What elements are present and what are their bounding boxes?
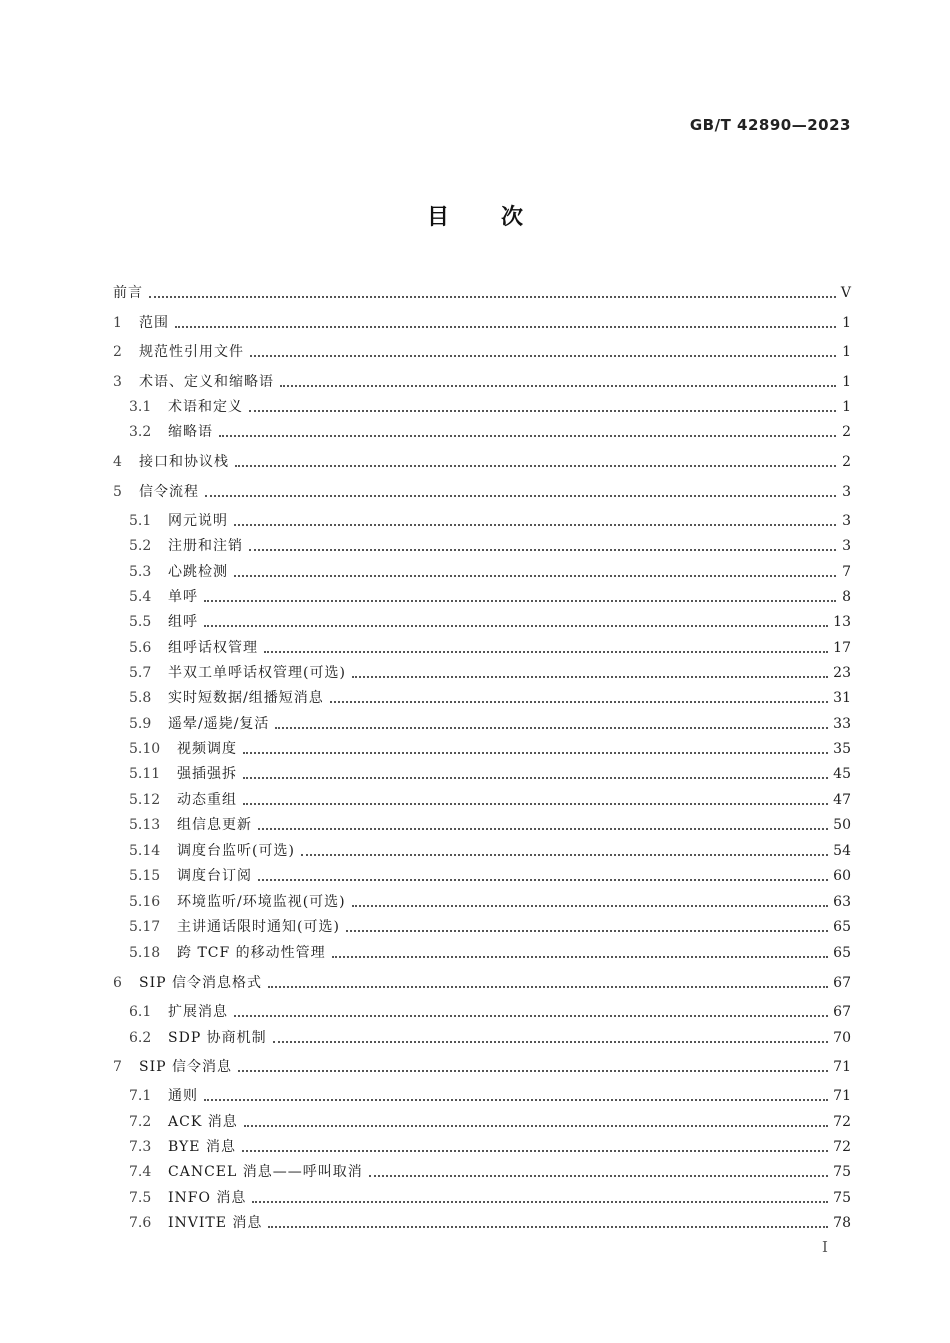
toc-entry-number: 5.18 bbox=[129, 945, 161, 961]
toc-dot-leader bbox=[204, 1098, 828, 1101]
toc-entry-title: 遥晕/遥毙/复活 bbox=[168, 716, 270, 732]
toc-entry-page: 65 bbox=[833, 919, 851, 935]
toc-entry[interactable] bbox=[129, 738, 851, 758]
toc-entry[interactable] bbox=[113, 371, 851, 391]
toc-entry-page: 2 bbox=[842, 454, 851, 470]
toc-dot-leader bbox=[243, 802, 828, 805]
toc-entry-page: 3 bbox=[842, 513, 851, 529]
toc-entry-title: 前言 bbox=[113, 285, 143, 301]
toc-entry-number: 5 bbox=[113, 484, 122, 500]
toc-entry-number: 5.4 bbox=[129, 589, 152, 605]
toc-entry-page: 72 bbox=[833, 1114, 851, 1130]
toc-dot-leader bbox=[234, 1014, 828, 1017]
toc-entry[interactable] bbox=[129, 814, 851, 834]
toc-entry[interactable] bbox=[129, 1136, 851, 1156]
toc-entry-title: 强插强拆 bbox=[177, 766, 237, 782]
toc-entry-number: 6.2 bbox=[129, 1030, 152, 1046]
toc-dot-leader bbox=[352, 675, 828, 678]
toc-entry-page: 7 bbox=[842, 564, 851, 580]
toc-entry[interactable] bbox=[113, 282, 851, 302]
toc-entry-title: 术语、定义和缩略语 bbox=[139, 374, 274, 390]
toc-entry[interactable] bbox=[129, 662, 851, 682]
toc-entry-page: 3 bbox=[842, 538, 851, 554]
toc-dot-leader bbox=[243, 776, 828, 779]
toc-entry-number: 5.6 bbox=[129, 640, 152, 656]
toc-entry-title: 扩展消息 bbox=[168, 1004, 228, 1020]
toc-entry-title: 调度台订阅 bbox=[177, 868, 252, 884]
toc-entry[interactable] bbox=[129, 763, 851, 783]
toc-entry-number: 6.1 bbox=[129, 1004, 152, 1020]
toc-entry-title: 网元说明 bbox=[168, 513, 228, 529]
toc-entry[interactable] bbox=[113, 481, 851, 501]
toc-entry[interactable] bbox=[129, 637, 851, 657]
toc-entry-title: 缩略语 bbox=[168, 424, 213, 440]
toc-entry-page: 2 bbox=[842, 424, 851, 440]
toc-dot-leader bbox=[204, 599, 836, 602]
toc-entry-number: 2 bbox=[113, 344, 122, 360]
toc-entry-title: INVITE 消息 bbox=[168, 1215, 263, 1231]
toc-entry[interactable] bbox=[129, 1027, 851, 1047]
toc-entry[interactable] bbox=[129, 396, 851, 416]
toc-entry-title: 信令流程 bbox=[139, 484, 199, 500]
toc-entry-title: 视频调度 bbox=[177, 741, 237, 757]
toc-entry-page: 71 bbox=[833, 1059, 851, 1075]
toc-entry-page: 1 bbox=[842, 344, 851, 360]
toc-entry[interactable] bbox=[129, 1187, 851, 1207]
toc-dot-leader bbox=[264, 650, 828, 653]
toc-dot-leader bbox=[332, 955, 829, 958]
toc-entry-title: 组呼 bbox=[168, 614, 198, 630]
toc-entry-number: 5.5 bbox=[129, 614, 152, 630]
toc-entry-page: Ⅴ bbox=[840, 285, 851, 301]
toc-entry-number: 5.15 bbox=[129, 868, 161, 884]
toc-entry[interactable] bbox=[129, 865, 851, 885]
toc-entry-number: 5.1 bbox=[129, 513, 152, 529]
toc-entry-number: 7.6 bbox=[129, 1215, 152, 1231]
toc-entry[interactable] bbox=[129, 1161, 851, 1181]
toc-dot-leader bbox=[250, 354, 836, 357]
toc-entry-title: 注册和注销 bbox=[168, 538, 243, 554]
toc-entry-title: 动态重组 bbox=[177, 792, 237, 808]
toc-entry-page: 65 bbox=[833, 945, 851, 961]
toc-entry-page: 33 bbox=[833, 716, 851, 732]
toc-entry-page: 23 bbox=[833, 665, 851, 681]
toc-entry[interactable] bbox=[113, 1056, 851, 1076]
toc-dot-leader bbox=[280, 384, 836, 387]
toc-dot-leader bbox=[330, 700, 828, 703]
toc-entry[interactable] bbox=[129, 586, 851, 606]
toc-dot-leader bbox=[205, 494, 836, 497]
toc-dot-leader bbox=[273, 1040, 828, 1043]
toc-dot-leader bbox=[275, 726, 828, 729]
toc-entry-title: 单呼 bbox=[168, 589, 198, 605]
toc-entry-page: 50 bbox=[833, 817, 851, 833]
toc-dot-leader bbox=[234, 523, 836, 526]
toc-entry[interactable] bbox=[129, 789, 851, 809]
toc-dot-leader bbox=[249, 409, 836, 412]
toc-entry-title: 跨 TCF 的移动性管理 bbox=[177, 945, 326, 961]
toc-entry-number: 5.12 bbox=[129, 792, 161, 808]
toc-dot-leader bbox=[234, 574, 836, 577]
toc-entry-title: 心跳检测 bbox=[168, 564, 228, 580]
toc-entry-title: SIP 信令消息 bbox=[139, 1059, 232, 1075]
toc-entry-number: 3.2 bbox=[129, 424, 152, 440]
toc-entry-title: 主讲通话限时通知(可选) bbox=[177, 919, 340, 935]
toc-entry-page: 35 bbox=[833, 741, 851, 757]
toc-entry-title: 范围 bbox=[139, 315, 169, 331]
toc-dot-leader bbox=[243, 751, 828, 754]
toc-entry-page: 67 bbox=[833, 1004, 851, 1020]
toc-entry[interactable] bbox=[129, 942, 851, 962]
toc-entry-page: 13 bbox=[833, 614, 851, 630]
toc-entry-number: 4 bbox=[113, 454, 122, 470]
toc-entry-number: 1 bbox=[113, 315, 122, 331]
toc-entry[interactable] bbox=[129, 1111, 851, 1131]
toc-dot-leader bbox=[149, 295, 836, 298]
toc-entry-title: 调度台监听(可选) bbox=[177, 843, 295, 859]
toc-dot-leader bbox=[352, 904, 829, 907]
toc-dot-leader bbox=[219, 434, 836, 437]
toc-dot-leader bbox=[252, 1200, 828, 1203]
toc-entry-number: 7 bbox=[113, 1059, 122, 1075]
toc-entry[interactable] bbox=[129, 687, 851, 707]
toc-entry-title: SIP 信令消息格式 bbox=[139, 975, 262, 991]
toc-entry-page: 8 bbox=[842, 589, 851, 605]
page-number: I bbox=[822, 1238, 828, 1256]
toc-dot-leader bbox=[268, 1225, 828, 1228]
toc-entry[interactable] bbox=[129, 840, 851, 860]
toc-entry-number: 7.3 bbox=[129, 1139, 152, 1155]
toc-entry-number: 5.8 bbox=[129, 690, 152, 706]
toc-entry-number: 5.17 bbox=[129, 919, 161, 935]
toc-entry[interactable] bbox=[129, 1001, 851, 1021]
toc-entry[interactable] bbox=[113, 451, 851, 471]
toc-entry[interactable] bbox=[113, 972, 851, 992]
toc-entry-number: 7.5 bbox=[129, 1190, 152, 1206]
toc-entry-title: 组信息更新 bbox=[177, 817, 252, 833]
toc-entry-number: 3.1 bbox=[129, 399, 152, 415]
toc-dot-leader bbox=[268, 985, 828, 988]
toc-entry-number: 7.4 bbox=[129, 1164, 152, 1180]
toc-entry-page: 70 bbox=[833, 1030, 851, 1046]
toc-entry-number: 3 bbox=[113, 374, 122, 390]
toc-entry-number: 5.11 bbox=[129, 766, 161, 782]
toc-entry-number: 5.14 bbox=[129, 843, 161, 859]
toc-entry-title: 通则 bbox=[168, 1088, 198, 1104]
toc-dot-leader bbox=[238, 1069, 828, 1072]
toc-dot-leader bbox=[249, 548, 836, 551]
toc-entry-title: INFO 消息 bbox=[168, 1190, 247, 1206]
document-code: GB/T 42890—2023 bbox=[689, 116, 851, 134]
toc-entry[interactable] bbox=[129, 561, 851, 581]
toc-entry-page: 75 bbox=[833, 1190, 851, 1206]
toc-entry-number: 5.16 bbox=[129, 894, 161, 910]
toc-dot-leader bbox=[258, 878, 828, 881]
toc-entry[interactable] bbox=[113, 312, 851, 332]
toc-entry[interactable] bbox=[129, 421, 851, 441]
toc-entry-number: 5.13 bbox=[129, 817, 161, 833]
toc-dot-leader bbox=[369, 1174, 828, 1177]
toc-entry[interactable] bbox=[129, 891, 851, 911]
toc-entry-title: 半双工单呼话权管理(可选) bbox=[168, 665, 346, 681]
toc-entry-page: 72 bbox=[833, 1139, 851, 1155]
toc-entry-number: 6 bbox=[113, 975, 122, 991]
toc-entry-title: 组呼话权管理 bbox=[168, 640, 258, 656]
toc-entry-page: 1 bbox=[842, 315, 851, 331]
toc-entry-number: 5.7 bbox=[129, 665, 152, 681]
toc-entry-title: 环境监听/环境监视(可选) bbox=[177, 894, 346, 910]
toc-entry-title: 规范性引用文件 bbox=[139, 344, 244, 360]
toc-entry-page: 78 bbox=[833, 1215, 851, 1231]
toc-entry[interactable] bbox=[129, 916, 851, 936]
toc-entry[interactable] bbox=[129, 611, 851, 631]
toc-dot-leader bbox=[301, 853, 828, 856]
toc-entry-page: 1 bbox=[842, 374, 851, 390]
toc-entry-number: 5.2 bbox=[129, 538, 152, 554]
toc-entry-page: 47 bbox=[833, 792, 851, 808]
toc-entry-page: 71 bbox=[833, 1088, 851, 1104]
toc-entry-page: 1 bbox=[842, 399, 851, 415]
toc-dot-leader bbox=[258, 827, 828, 830]
toc-entry[interactable] bbox=[129, 1212, 851, 1232]
toc-entry-number: 7.1 bbox=[129, 1088, 152, 1104]
toc-entry-title: 术语和定义 bbox=[168, 399, 243, 415]
toc-entry-page: 54 bbox=[833, 843, 851, 859]
toc-entry-number: 5.3 bbox=[129, 564, 152, 580]
toc-dot-leader bbox=[346, 929, 828, 932]
toc-entry-number: 7.2 bbox=[129, 1114, 152, 1130]
toc-entry[interactable] bbox=[129, 510, 851, 530]
toc-entry-page: 17 bbox=[833, 640, 851, 656]
toc-dot-leader bbox=[204, 624, 828, 627]
toc-entry-title: BYE 消息 bbox=[168, 1139, 236, 1155]
toc-entry-number: 5.10 bbox=[129, 741, 161, 757]
toc-entry-page: 3 bbox=[842, 484, 851, 500]
toc-entry[interactable] bbox=[113, 341, 851, 361]
toc-entry-page: 31 bbox=[833, 690, 851, 706]
toc-entry[interactable] bbox=[129, 1085, 851, 1105]
toc-entry-title: 实时短数据/组播短消息 bbox=[168, 690, 324, 706]
toc-entry-title: SDP 协商机制 bbox=[168, 1030, 267, 1046]
toc-entry-page: 67 bbox=[833, 975, 851, 991]
toc-entry-title: CANCEL 消息——呼叫取消 bbox=[168, 1164, 363, 1180]
toc-entry-page: 60 bbox=[833, 868, 851, 884]
toc-entry[interactable] bbox=[129, 713, 851, 733]
toc-dot-leader bbox=[235, 464, 836, 467]
toc-dot-leader bbox=[244, 1124, 828, 1127]
toc-dot-leader bbox=[242, 1149, 828, 1152]
toc-entry-page: 45 bbox=[833, 766, 851, 782]
toc-entry-page: 63 bbox=[833, 894, 851, 910]
page-title: 目次 bbox=[426, 205, 575, 230]
toc-dot-leader bbox=[175, 325, 836, 328]
toc-entry[interactable] bbox=[129, 535, 851, 555]
toc-entry-title: 接口和协议栈 bbox=[139, 454, 229, 470]
toc-entry-title: ACK 消息 bbox=[168, 1114, 238, 1130]
toc-entry-page: 75 bbox=[833, 1164, 851, 1180]
toc-entry-number: 5.9 bbox=[129, 716, 152, 732]
